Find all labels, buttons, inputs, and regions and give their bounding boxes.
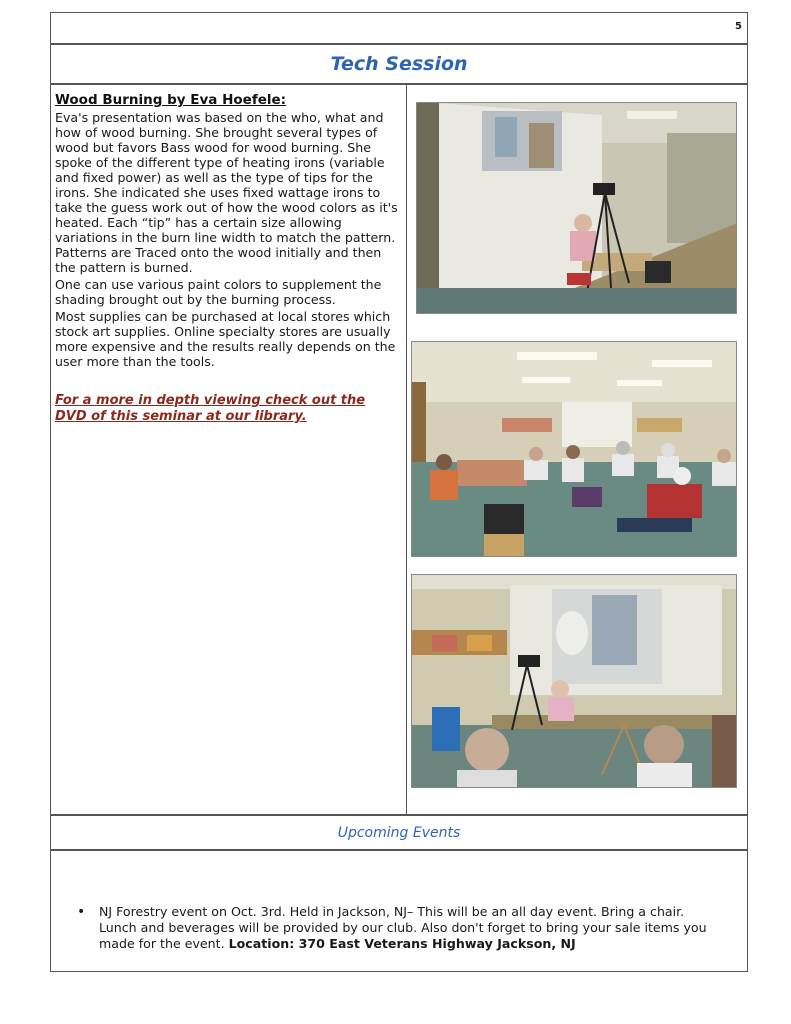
article-paragraph: Eva's presentation was based on the who, what and how of wood burning. She brought several types of wood but favors Bass wood for wood burning. She spoke of the different type of heating irons (variable and fixed power) as well as the type of tips for the irons. She indicated she uses fixed wattage irons to take the guess work out of how the wood colors as it's heated. Each “tip” has a certain size allowing variations in the burn line width to match the pattern. Patterns are Traced onto the wood initially and then the pattern is burned. xyxy=(55,110,398,275)
page-header xyxy=(50,12,748,44)
photo-3-image xyxy=(412,575,737,788)
events-header-bar xyxy=(50,815,748,850)
dvd-note-link[interactable]: For a more in depth viewing check out the DVD of this seminar at our library. xyxy=(55,393,366,424)
article xyxy=(55,93,400,427)
photo-1-image xyxy=(417,103,737,314)
photo-presenter-table xyxy=(416,102,737,314)
article-heading: Wood Burning by Eva Hoefele: xyxy=(55,92,287,108)
photo-audience xyxy=(411,341,737,557)
event-location: Location: 370 East Veterans Highway Jackson, NJ xyxy=(228,936,576,951)
event-list xyxy=(77,904,717,952)
events-area xyxy=(50,850,748,972)
page-number: 5 xyxy=(735,21,742,32)
photo-2-image xyxy=(412,342,737,557)
column-divider xyxy=(406,85,407,814)
list-item xyxy=(77,904,717,952)
photo-back-of-room xyxy=(411,574,737,788)
section-title-bar xyxy=(50,44,748,84)
event-text: NJ Forestry event on Oct. 3rd. Held in Jackson, NJ– This will be an all day event. Bring a chair. Lunch and beverages will be provided by our club. Also don't forget to bring your sale items you made for the event. xyxy=(99,904,707,951)
events-heading: Upcoming Events xyxy=(337,825,461,841)
section-title: Tech Session xyxy=(330,53,468,75)
bullet-icon: • xyxy=(77,904,86,920)
article-paragraph: Most supplies can be purchased at local stores which stock art supplies. Online specialty stores are usually more expensive and the results really depends on the user more than the tools. xyxy=(55,309,396,369)
article-paragraph: One can use various paint colors to supplement the shading brought out by the burning process. xyxy=(55,277,382,307)
